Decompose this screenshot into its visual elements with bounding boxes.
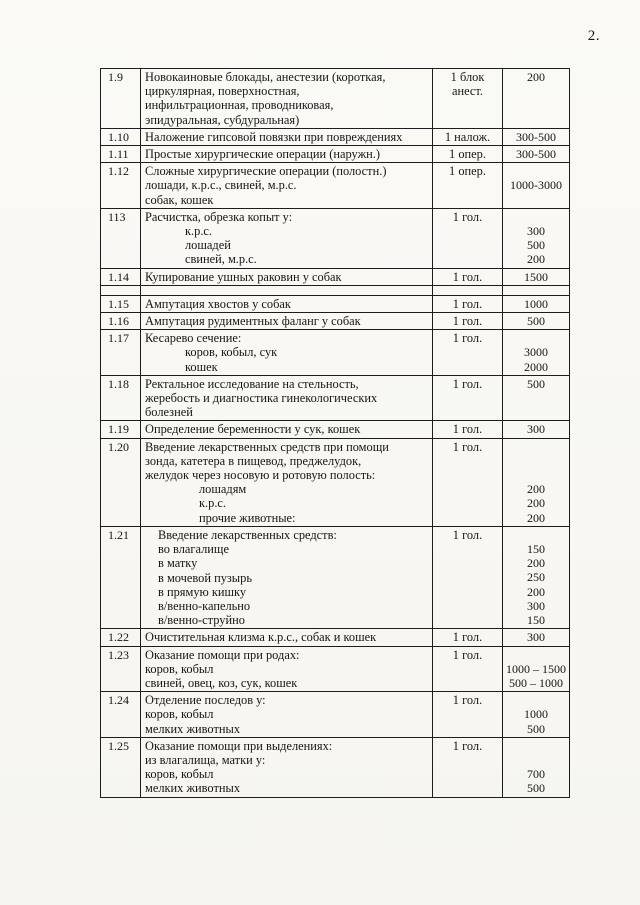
unit-line: 1 гол. [452, 269, 483, 284]
price-line: 2000 [524, 359, 548, 374]
price-line: 500 [527, 721, 545, 736]
description-line: Простые хирургические операции (наружн.) [145, 147, 380, 162]
description-line: мелких животных [145, 721, 241, 736]
unit-cell [433, 376, 503, 421]
price-cell [503, 163, 569, 208]
price-line: 1000 – 1500 [506, 661, 566, 676]
price-cell [503, 129, 569, 145]
service-description [141, 330, 433, 375]
unit-line: 1 гол. [452, 527, 483, 542]
row-number: 1.20 [101, 439, 141, 526]
price-cell [503, 421, 569, 437]
price-cell [503, 146, 569, 162]
description-line: лошади, к.р.с., свиней, м.р.с. [145, 178, 297, 193]
description-line: собак, кошек [145, 192, 214, 207]
table-row [101, 647, 569, 693]
price-line [504, 113, 568, 127]
description-line: Введение лекарственных средств при помощи [145, 439, 389, 454]
service-description [141, 209, 433, 268]
price-line: 3000 [524, 345, 548, 360]
price-line [504, 528, 568, 542]
service-description [141, 313, 433, 329]
unit-line: 1 опер. [449, 164, 486, 179]
price-line: 200 [527, 510, 545, 525]
description-line: коров, кобыл, сук [185, 345, 278, 360]
price-line [504, 164, 568, 178]
price-line [504, 210, 568, 224]
description-line: Купирование ушных раковин у собак [145, 269, 342, 284]
price-line: 200 [527, 70, 545, 84]
description-line: к.р.с. [199, 496, 227, 511]
unit-cell [433, 647, 503, 692]
price-cell [503, 629, 569, 645]
page-number: 2. [587, 28, 600, 44]
row-number: 1.17 [101, 330, 141, 375]
table-row [101, 163, 569, 209]
service-description [141, 146, 433, 162]
description-line: Очистительная клизма к.р.с., собак и кошек [145, 630, 377, 645]
table-row [101, 129, 569, 146]
price-line [504, 454, 568, 468]
price-line: 200 [527, 556, 545, 571]
unit-cell [433, 269, 503, 285]
unit-line: 1 гол. [452, 439, 483, 454]
price-line: 300 [527, 630, 545, 645]
price-line: 300-500 [516, 147, 556, 162]
unit-line: 1 гол. [452, 738, 483, 753]
price-line: 700 [527, 767, 545, 782]
description-line: в прямую кишку [158, 584, 247, 599]
description-line: коров, кобыл [145, 767, 214, 782]
service-description [141, 527, 433, 628]
table-row [101, 629, 569, 646]
price-line: 150 [527, 542, 545, 557]
price-line [504, 753, 568, 767]
unit-line: 1 опер. [449, 147, 486, 162]
row-number: 1.16 [101, 313, 141, 329]
unit-cell [433, 69, 503, 128]
table-row [101, 69, 569, 129]
unit-line: 1 гол. [452, 693, 483, 708]
table-row [101, 376, 569, 422]
spacer-cell [433, 286, 503, 295]
unit-cell [433, 421, 503, 437]
table-row [101, 269, 569, 286]
unit-line: 1 гол. [452, 314, 483, 329]
price-line [504, 440, 568, 454]
spacer-cell [141, 286, 433, 295]
table-row [101, 421, 569, 438]
table-row [101, 296, 569, 313]
unit-line: 1 гол. [452, 647, 483, 662]
price-line: 500 [527, 238, 545, 253]
spacer-row [101, 286, 569, 296]
row-number: 1.19 [101, 421, 141, 437]
description-line: в/венно-капельно [158, 598, 251, 613]
description-line: во влагалище [158, 542, 229, 557]
unit-line: 1 гол. [452, 331, 483, 346]
unit-line: 1 гол. [452, 376, 483, 391]
table-row [101, 692, 569, 738]
description-line: болезней [145, 405, 193, 420]
service-description [141, 163, 433, 208]
service-description [141, 296, 433, 312]
table-row [101, 738, 569, 797]
description-line: Ампутация хвостов у собак [145, 296, 291, 311]
price-line: 200 [527, 252, 545, 267]
price-line [504, 391, 568, 405]
table-row [101, 209, 569, 269]
description-line: в/венно-струйно [158, 613, 245, 628]
row-number: 1.21 [101, 527, 141, 628]
description-line: зонда, катетера в пищевод, преджелудок, [145, 453, 362, 468]
price-cell [503, 209, 569, 268]
description-line: Новокаиновые блокады, анестезии (короткая, [145, 70, 386, 84]
table-row [101, 439, 569, 527]
service-description [141, 129, 433, 145]
unit-cell [433, 163, 503, 208]
row-number: 1.12 [101, 163, 141, 208]
price-line: 1000 [524, 296, 548, 311]
description-line: желудок через носовую и ротовую полость: [145, 468, 376, 483]
description-line: лошадям [199, 482, 247, 497]
price-cell [503, 692, 569, 737]
description-line: Введение лекарственных средств: [158, 527, 337, 542]
spacer-cell [503, 286, 569, 295]
description-line: из влагалища, матки у: [145, 752, 266, 767]
description-line: циркулярная, поверхностная, [145, 84, 300, 99]
price-line: 1000 [524, 707, 548, 722]
description-line: Оказание помощи при выделениях: [145, 738, 333, 753]
table-row [101, 527, 569, 629]
description-line: к.р.с. [185, 224, 213, 239]
price-cell [503, 269, 569, 285]
description-line: свиней, овец, коз, сук, кошек [145, 675, 298, 690]
price-line [504, 739, 568, 753]
price-line: 150 [527, 613, 545, 628]
row-number: 1.24 [101, 692, 141, 737]
description-line: Ампутация рудиментных фаланг у собак [145, 314, 361, 329]
description-line: свиней, м.р.с. [185, 252, 257, 267]
unit-cell [433, 527, 503, 628]
row-number: 1.23 [101, 647, 141, 692]
price-cell [503, 439, 569, 526]
row-number: 1.9 [101, 69, 141, 128]
service-description [141, 738, 433, 797]
price-line: 1000-3000 [510, 178, 562, 193]
unit-line: 1 гол. [452, 209, 483, 224]
service-description [141, 692, 433, 737]
description-line: кошек [185, 359, 218, 374]
price-cell [503, 69, 569, 128]
price-line [504, 84, 568, 98]
description-line: Кесарево сечение: [145, 331, 242, 346]
price-line: 500 [527, 314, 545, 329]
description-line: инфильтрационная, проводниковая, [145, 98, 334, 113]
description-line: в матку [158, 556, 198, 571]
service-description [141, 629, 433, 645]
price-line [504, 693, 568, 707]
unit-line: анест. [451, 84, 484, 99]
service-description [141, 439, 433, 526]
price-line: 500 [527, 376, 545, 391]
price-line: 250 [527, 570, 545, 585]
price-line [504, 405, 568, 419]
unit-cell [433, 692, 503, 737]
unit-cell [433, 296, 503, 312]
price-line: 300 [527, 224, 545, 239]
table-row [101, 330, 569, 376]
price-line: 1500 [524, 269, 548, 284]
price-line [504, 98, 568, 112]
description-line: Сложные хирургические операции (полостн.) [145, 164, 387, 179]
table-row [101, 313, 569, 330]
price-cell [503, 296, 569, 312]
unit-cell [433, 313, 503, 329]
unit-line: 1 гол. [452, 422, 483, 437]
description-line: коров, кобыл [145, 661, 214, 676]
price-line: 300 [527, 598, 545, 613]
price-line [504, 331, 568, 345]
description-line: в мочевой пузырь [158, 570, 252, 585]
unit-line: 1 налож. [444, 129, 491, 144]
unit-cell [433, 146, 503, 162]
description-line: Наложение гипсовой повязки при повреждениях [145, 129, 403, 144]
row-number: 113 [101, 209, 141, 268]
row-number: 1.15 [101, 296, 141, 312]
description-line: эпидуральная, субдуральная) [145, 112, 300, 127]
table-row [101, 146, 569, 163]
price-cell [503, 738, 569, 797]
description-line: Расчистка, обрезка копыт у: [145, 209, 293, 224]
price-line: 300 [527, 422, 545, 437]
price-cell [503, 330, 569, 375]
unit-line: 1 гол. [452, 630, 483, 645]
price-line [504, 193, 568, 207]
price-table [100, 68, 570, 798]
price-line [504, 648, 568, 662]
description-line: коров, кобыл [145, 707, 214, 722]
description-line: Отделение последов у: [145, 693, 266, 708]
price-cell [503, 313, 569, 329]
price-line: 200 [527, 584, 545, 599]
price-line: 300-500 [516, 129, 556, 144]
service-description [141, 376, 433, 421]
unit-cell [433, 738, 503, 797]
price-line: 200 [527, 482, 545, 497]
price-line: 200 [527, 496, 545, 511]
price-line: 500 [527, 781, 545, 796]
row-number: 1.14 [101, 269, 141, 285]
description-line: мелких животных [145, 781, 241, 796]
description-line: лошадей [185, 238, 231, 253]
description-line: прочие животные: [199, 510, 296, 525]
unit-cell [433, 330, 503, 375]
service-description [141, 269, 433, 285]
unit-line: 1 блок [450, 70, 485, 84]
price-line [504, 468, 568, 482]
unit-cell [433, 209, 503, 268]
row-number: 1.25 [101, 738, 141, 797]
unit-line: 1 гол. [452, 296, 483, 311]
unit-cell [433, 629, 503, 645]
row-number: 1.10 [101, 129, 141, 145]
description-line: жеребость и диагностика гинекологических [145, 391, 378, 406]
row-number: 1.11 [101, 146, 141, 162]
row-number: 1.18 [101, 376, 141, 421]
description-line: Ректальное исследование на стельность, [145, 376, 359, 391]
service-description [141, 421, 433, 437]
service-description [141, 69, 433, 128]
price-cell [503, 647, 569, 692]
row-number: 1.22 [101, 629, 141, 645]
unit-cell [433, 439, 503, 526]
price-cell [503, 376, 569, 421]
description-line: Оказание помощи при родах: [145, 647, 300, 662]
price-cell [503, 527, 569, 628]
price-line: 500 – 1000 [509, 675, 563, 690]
spacer-cell [101, 286, 141, 295]
service-description [141, 647, 433, 692]
description-line: Определение беременности у сук, кошек [145, 422, 361, 437]
unit-cell [433, 129, 503, 145]
